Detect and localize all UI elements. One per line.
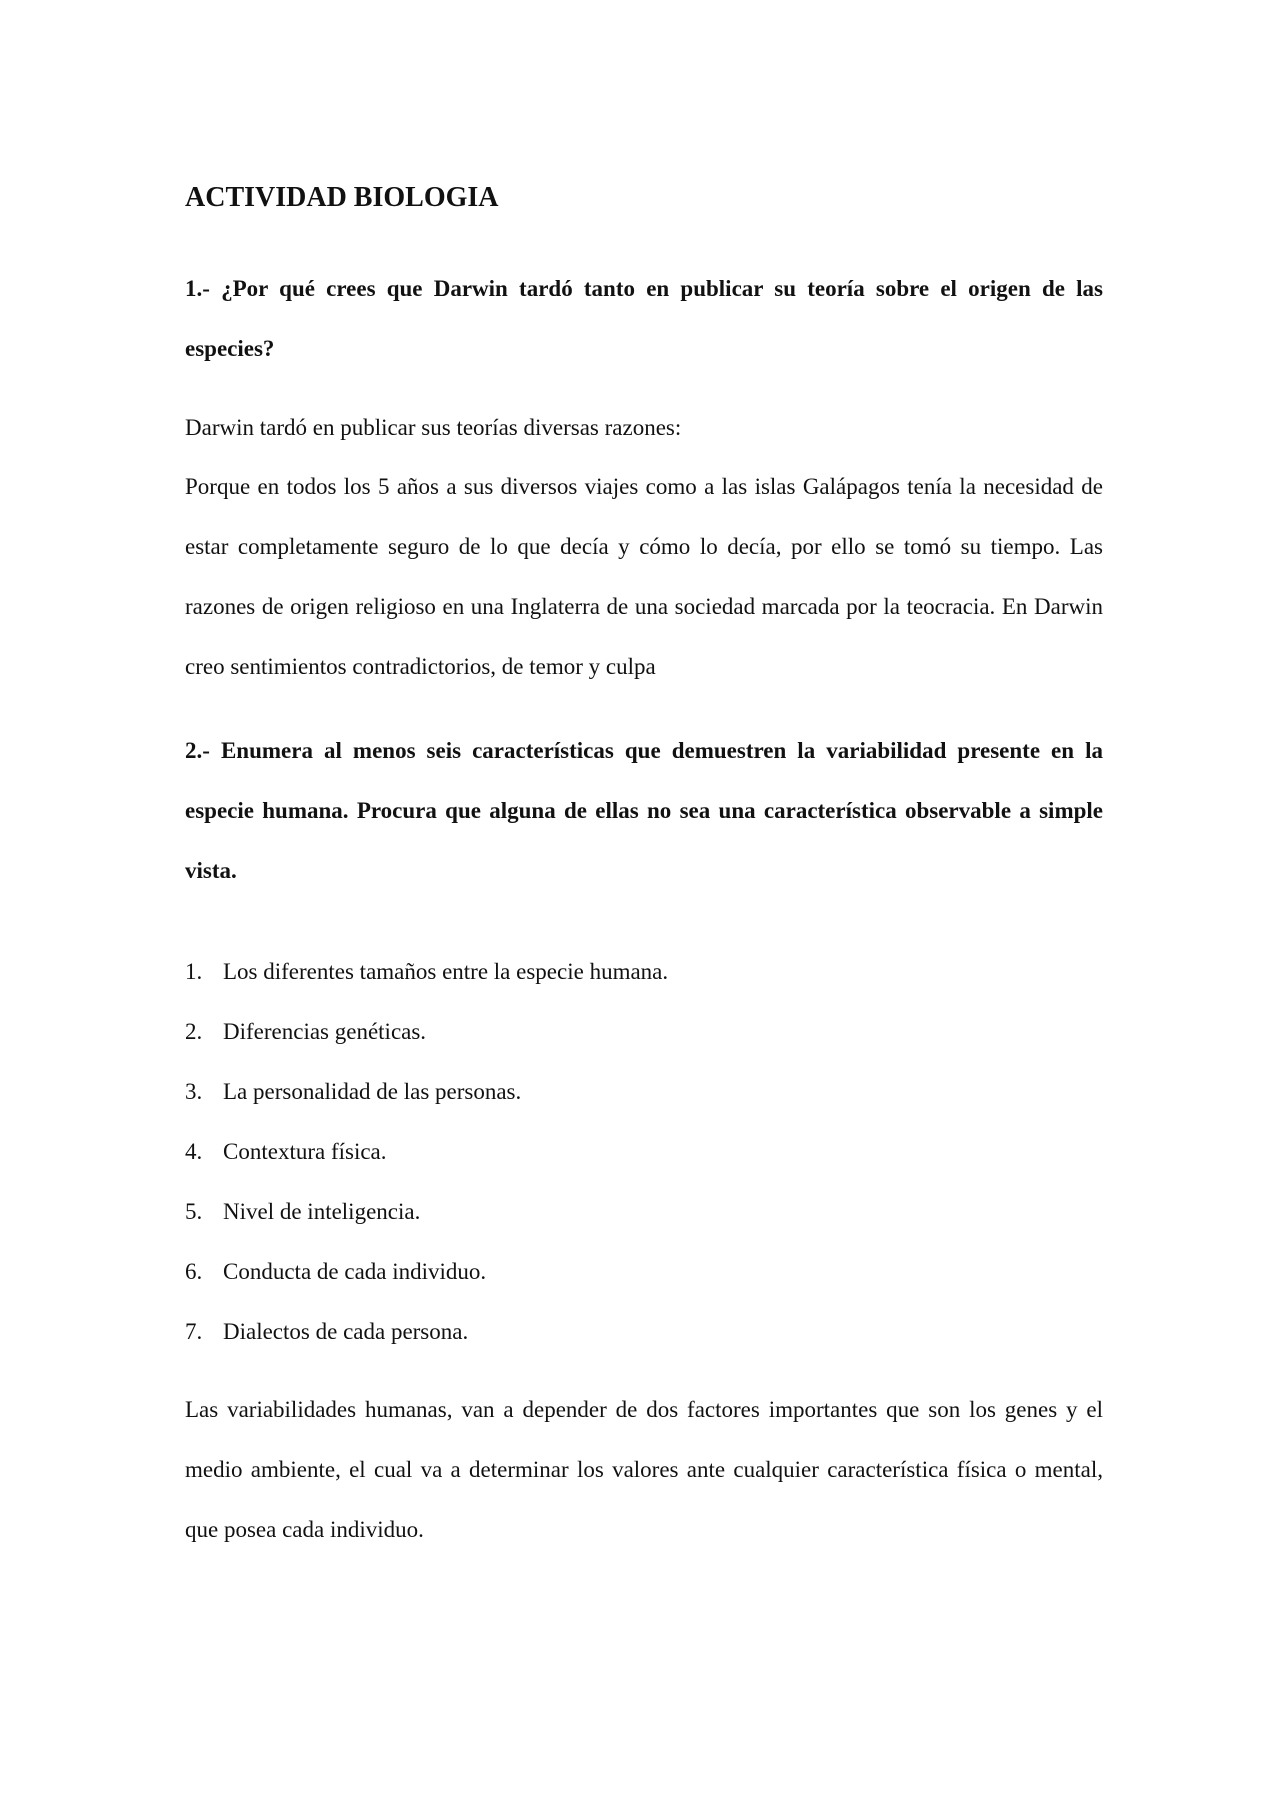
list-item: [185, 942, 668, 1002]
document-title: ACTIVIDAD BIOLOGIA: [185, 182, 499, 213]
document-page: [185, 0, 1103, 1811]
list-item-text: La personalidad de las personas.: [223, 1079, 522, 1104]
answer-1-body: Porque en todos los 5 años a sus diversos viajes como a las islas Galápagos tenía la necesidad de estar completamente seguro de lo que decía y cómo lo decía, por ello se tomó su tiempo. Las razones de origen religioso en una Inglaterra de una sociedad marcada por la teocracia. En Darwin creo sentimientos contradictorios, de temor y culpa: [185, 474, 1103, 679]
list-item-number: 6.: [185, 1259, 203, 1284]
list-item: [185, 1302, 668, 1362]
list-item: [185, 1242, 668, 1302]
list-item: [185, 1002, 668, 1062]
list-item-text: Dialectos de cada persona.: [223, 1319, 469, 1344]
list-item-number: 5.: [185, 1199, 203, 1224]
list-item: [185, 1122, 668, 1182]
question-1: 1.- ¿Por qué crees que Darwin tardó tanto en publicar su teoría sobre el origen de las especies?: [185, 276, 1103, 361]
list-item-number: 1.: [185, 959, 203, 984]
list-item-number: 2.: [185, 1019, 203, 1044]
list-item: [185, 1182, 668, 1242]
list-item-text: Nivel de inteligencia.: [223, 1199, 421, 1224]
answer-1-intro: Darwin tardó en publicar sus teorías diversas razones:: [185, 415, 682, 440]
list-item-number: 3.: [185, 1079, 203, 1104]
list-item-text: Los diferentes tamaños entre la especie humana.: [223, 959, 669, 984]
list-item-text: Conducta de cada individuo.: [223, 1259, 487, 1284]
list-item-number: 4.: [185, 1139, 203, 1164]
list-item-number: 7.: [185, 1319, 203, 1344]
list-item-text: Contextura física.: [223, 1139, 387, 1164]
question-2: 2.- Enumera al menos seis características que demuestren la variabilidad presente en la especie humana. Procura que alguna de ellas no sea una característica observable a simple vista.: [185, 738, 1103, 883]
characteristics-list: [185, 942, 668, 1362]
conclusion-paragraph: Las variabilidades humanas, van a depender de dos factores importantes que son los genes y el medio ambiente, el cual va a determinar los valores ante cualquier característica física o mental, que posea cada individuo.: [185, 1397, 1103, 1542]
list-item-text: Diferencias genéticas.: [223, 1019, 427, 1044]
list-item: [185, 1062, 668, 1122]
